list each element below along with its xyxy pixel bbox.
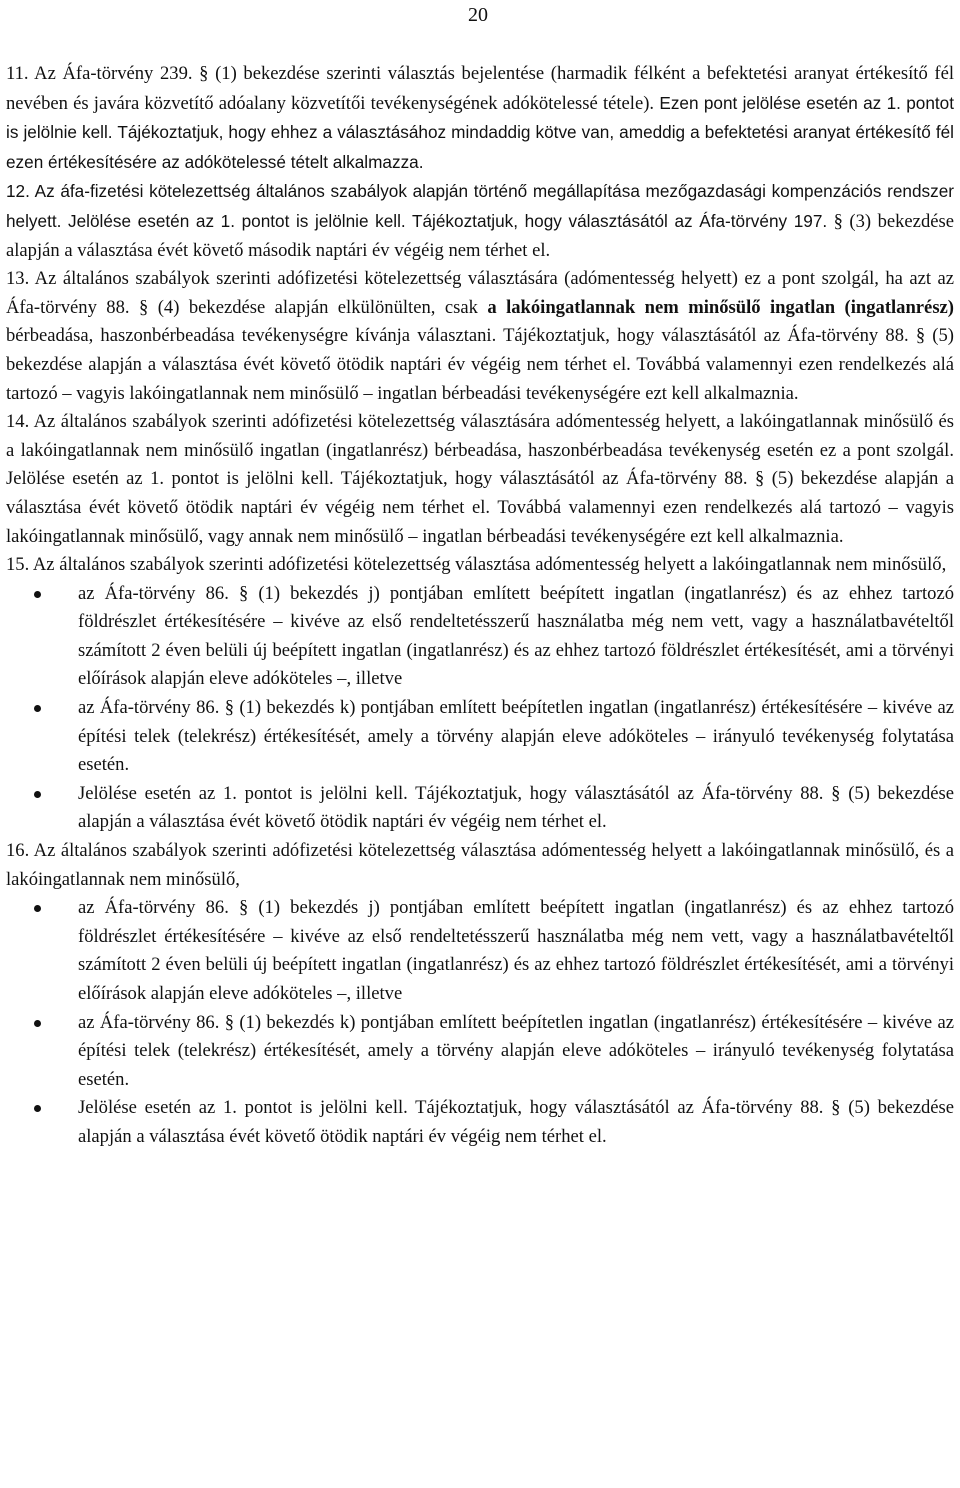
list-item [6, 694, 954, 780]
paragraph-11 [6, 60, 954, 177]
list-item-text: Jelölése esetén az 1. pontot is jelölni kell. Tájékoztatjuk, hogy választásától az Áfa-törvény 88. § (5) bekezdése alapján a választása évét követő ötödik naptári év végéig nem térhet el. [78, 1097, 954, 1147]
list-item-text: az Áfa-törvény 86. § (1) bekezdés j) pontjában említett beépített ingatlan (ingatlanrész) és az ehhez tartozó földrészlet értékesítésére – kivéve az első rendeltetésszerű használatba még nem vett, vagy a használatbavételtől számított 2 éven belüli új beépített ingatlan (ingatlanrész) és az ehhez tartozó földrészlet értékesítését, ami a törvényi előírások alapján eleve adóköteles –, illetve [78, 582, 954, 690]
list-item [6, 894, 954, 1008]
paragraph-12-part-a: 12. Az áfa-fizetési kötelezettség általános szabályok alapján történő megállapítása mezőgazdasági kompenzációs rendszer helyett. Jelölése esetén az 1. pontot is jelölnie kell. Tájékoztatjuk, hogy választásától az Áfa-törvény 197. [6, 181, 954, 231]
paragraph-13-part-c: bérbeadása, haszonbérbeadása tevékenységre kívánja választani. Tájékoztatjuk, hogy választásától az Áfa-törvény 88. § (5) bekezdése alapján a választása évét követő ötödik naptári év végéig nem térhet el. Továbbá valamennyi ezen rendelkezés alá tartozó – vagyis lakóingatlannak nem minősülő – ingatlan bérbeadási tevékenységére ezt kell alkalmaznia. [6, 325, 954, 404]
paragraph-13-part-a: 13. Az általános szabályok szerinti adófizetési kötelezettség választására (adómentesség helyett) ez a pont szolgál, ha azt az Áfa-törvény 88. § (4) bekezdése alapján elkülönülten, csak [6, 268, 954, 318]
paragraph-15-list [6, 580, 954, 837]
paragraph-11-part-b: Ezen pont jelölése esetén az 1. pontot is jelölnie kell. Tájékoztatjuk, hogy ehhez a választásához mindaddig kötve van, ameddig a befektetési aranyat értékesítő fél ezen értékesítésére az adókötelessé tételt alkalmazza. [6, 92, 955, 172]
paragraph-13-bold: a lakóingatlannak nem minősülő ingatlan (ingatlanrész) [487, 296, 954, 318]
page-number: 20 [468, 4, 488, 26]
list-item-text: Jelölése esetén az 1. pontot is jelölni kell. Tájékoztatjuk, hogy választásától az Áfa-törvény 88. § (5) bekezdése alapján a választása évét követő ötödik naptári év végéig nem térhet el. [78, 782, 954, 833]
paragraph-13 [6, 265, 954, 408]
list-item-text: az Áfa-törvény 86. § (1) bekezdés k) pontjában említett beépítetlen ingatlan (ingatlanrész) értékesítésére – kivéve az építési telek (telekrész) értékesítését, amely a törvény alapján eleve adóköteles – irányuló tevékenység folytatása esetén. [78, 697, 954, 776]
list-item [6, 780, 954, 837]
bullet-icon [34, 905, 41, 912]
bullet-icon [34, 791, 41, 798]
paragraph-16-list [6, 894, 954, 1151]
list-item [6, 1009, 954, 1095]
bullet-icon [34, 591, 41, 598]
list-item [6, 580, 954, 694]
bullet-icon [34, 1020, 41, 1027]
paragraph-12-part-b: § (3) bekezdése alapján a választása évét követő második naptári év végéig nem térhet el. [6, 210, 954, 261]
paragraph-14: 14. Az általános szabályok szerinti adófizetési kötelezettség választására adómentesség helyett, a lakóingatlannak minősülő és a lakóingatlannak nem minősülő ingatlan (ingatlanrész) bérbeadása, haszonbérbeadása tevékenység esetén ez a pont szolgál. Jelölése esetén az 1. pontot is jelölni kell. Tájékoztatjuk, hogy választásától az Áfa-törvény 88. § (5) bekezdése alapján a választása évét követő ötödik naptári év végéig nem térhet el. Továbbá valamennyi ezen rendelkezés alá tartozó – vagyis lakóingatlannak minősülő, vagy annak nem minősülő – ingatlan bérbeadási tevékenységére ezt kell alkalmaznia. [6, 411, 954, 547]
list-item-text: az Áfa-törvény 86. § (1) bekezdés j) pontjában említett beépített ingatlan (ingatlanrész) és az ehhez tartozó földrészlet értékesítésére – kivéve az első rendeltetésszerű használatba még nem vett, vagy a használatbavételtől számított 2 éven belüli új beépített ingatlan (ingatlanrész) és az ehhez tartozó földrészlet értékesítését, ami a törvényi előírások alapján eleve adóköteles –, illetve [78, 897, 954, 1004]
list-item [6, 1094, 954, 1151]
bullet-icon [34, 1105, 41, 1112]
paragraph-15-intro: 15. Az általános szabályok szerinti adófizetési kötelezettség választása adómentesség helyett a lakóingatlannak nem minősülő, [6, 554, 947, 576]
document-body [6, 60, 954, 1152]
paragraph-16-intro: 16. Az általános szabályok szerinti adófizetési kötelezettség választása adómentesség helyett a lakóingatlannak minősülő, és a lakóingatlannak nem minősülő, [6, 840, 954, 890]
bullet-icon [34, 705, 41, 712]
list-item-text: az Áfa-törvény 86. § (1) bekezdés k) pontjában említett beépítetlen ingatlan (ingatlanrész) értékesítésére – kivéve az építési telek (telekrész) értékesítését, amely a törvény alapján eleve adóköteles – irányuló tevékenység folytatása esetén. [78, 1011, 954, 1090]
paragraph-11-part-a: 11. Az Áfa-törvény 239. § (1) bekezdése szerinti választás bejelentése (harmadik félként a befektetési aranyat értékesítő fél nevében és javára közvetítő adóalany közvetítői tevékenységének adókötelessé tétele). [6, 63, 954, 114]
paragraph-12 [6, 177, 954, 265]
